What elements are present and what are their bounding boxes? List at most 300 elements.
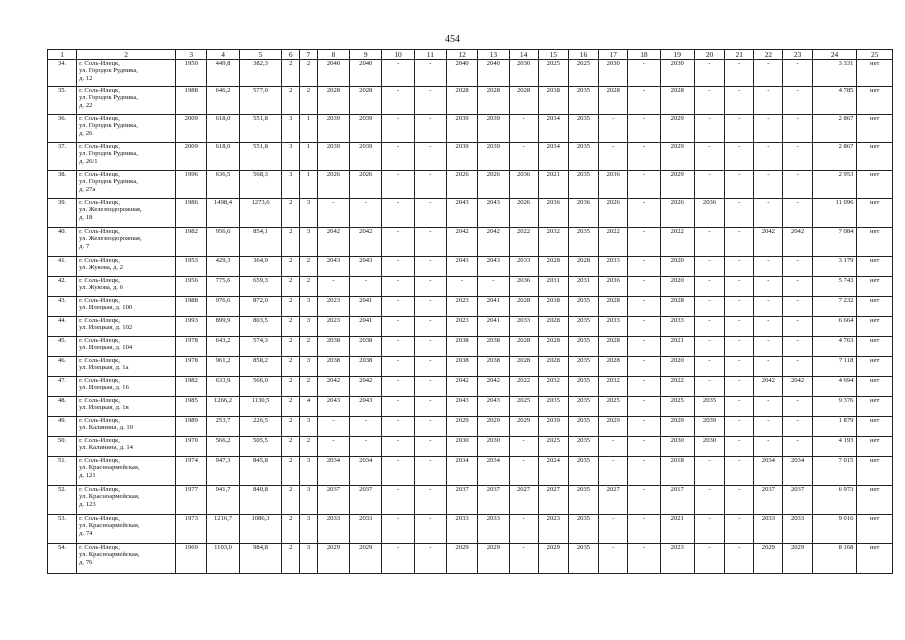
data-cell: 2026	[509, 199, 538, 228]
data-cell: 2	[300, 377, 318, 397]
address-cell	[77, 357, 176, 377]
data-cell: -	[725, 515, 754, 544]
data-cell: 636,5	[207, 171, 239, 199]
data-cell: 3	[300, 297, 318, 317]
data-cell: 2029	[660, 417, 694, 437]
cost-cell: 7 118	[812, 357, 857, 377]
column-header: 8	[317, 50, 349, 60]
data-cell: -	[725, 486, 754, 515]
cost-cell: 4 785	[812, 87, 857, 115]
data-cell: 2037	[447, 486, 478, 515]
data-cell: 2035	[568, 115, 598, 143]
column-header: 4	[207, 50, 239, 60]
data-cell: -	[628, 377, 660, 397]
data-cell: 2043	[317, 257, 349, 277]
data-cell: 2029	[509, 417, 538, 437]
row-number-cell: 54.	[48, 544, 77, 574]
data-cell: -	[694, 60, 724, 87]
data-cell: -	[317, 277, 349, 297]
data-cell: 568,3	[239, 171, 282, 199]
data-cell: 551,8	[239, 115, 282, 143]
data-cell: 2042	[447, 228, 478, 257]
data-cell: 1970	[176, 437, 207, 457]
data-cell: -	[725, 199, 754, 228]
data-cell: 643,2	[207, 337, 239, 357]
data-cell: -	[382, 317, 414, 337]
data-cell: 2024	[538, 457, 568, 486]
data-cell: -	[599, 544, 628, 574]
table-row	[48, 199, 893, 228]
address-line: ул. Городок Рудника,	[79, 67, 138, 75]
data-cell: -	[725, 257, 754, 277]
data-cell: 2038	[538, 297, 568, 317]
data-cell: -	[783, 115, 812, 143]
data-cell: 2035	[568, 544, 598, 574]
data-cell: 2033	[509, 257, 538, 277]
data-cell: -	[694, 228, 724, 257]
cost-cell: 6 973	[812, 486, 857, 515]
address-line: г. Соль-Илецк,	[79, 486, 120, 493]
table-row	[48, 437, 893, 457]
data-cell: -	[414, 87, 446, 115]
data-cell: 854,1	[239, 228, 282, 257]
data-cell: 2043	[447, 257, 478, 277]
data-cell: 947,3	[207, 457, 239, 486]
address-line: г. Соль-Илецк,	[79, 257, 120, 264]
data-cell: 2037	[478, 486, 509, 515]
address-line: г. Соль-Илецк,	[79, 317, 120, 324]
data-cell: 577,0	[239, 87, 282, 115]
data-cell: -	[509, 143, 538, 171]
row-number-cell: 49.	[48, 417, 77, 437]
address-cell	[77, 397, 176, 417]
data-cell: 2042	[478, 377, 509, 397]
data-cell: 2042	[317, 377, 349, 397]
data-cell: -	[414, 357, 446, 377]
data-cell: -	[754, 337, 783, 357]
data-cell: 1	[300, 115, 318, 143]
data-cell: 2	[282, 199, 300, 228]
data-cell: 1978	[176, 357, 207, 377]
data-cell: -	[382, 199, 414, 228]
data-cell: -	[783, 437, 812, 457]
data-cell: 2028	[350, 87, 382, 115]
data-cell: 2043	[478, 397, 509, 417]
data-cell: 2034	[538, 143, 568, 171]
table-row	[48, 417, 893, 437]
column-header: 23	[783, 50, 812, 60]
table-row	[48, 337, 893, 357]
data-cell: 2042	[478, 228, 509, 257]
table-row	[48, 115, 893, 143]
data-cell: -	[725, 397, 754, 417]
data-cell: 429,3	[207, 257, 239, 277]
address-line: д. 26/1	[79, 157, 98, 165]
data-cell: -	[382, 417, 414, 437]
cost-cell: 7 084	[812, 228, 857, 257]
address-line: ул. Железнодорожная,	[79, 206, 142, 214]
data-cell: -	[382, 60, 414, 87]
status-cell: нет	[857, 357, 893, 377]
data-cell: 2	[282, 417, 300, 437]
data-cell: 2	[282, 277, 300, 297]
page-number: 454	[445, 34, 460, 45]
data-cell: -	[783, 143, 812, 171]
data-cell: 2020	[660, 257, 694, 277]
address-line: г. Соль-Илецк,	[79, 199, 120, 206]
data-cell: 2033	[754, 515, 783, 544]
data-cell: 3	[282, 171, 300, 199]
address-line: ул. Красноармейская,	[79, 551, 140, 559]
table-row	[48, 143, 893, 171]
data-cell: 2018	[660, 457, 694, 486]
data-cell: -	[725, 297, 754, 317]
data-cell: -	[694, 277, 724, 297]
status-cell: нет	[857, 486, 893, 515]
address-cell	[77, 515, 176, 544]
data-cell: -	[509, 437, 538, 457]
data-cell: 2030	[447, 437, 478, 457]
data-cell: -	[783, 357, 812, 377]
data-cell: 2	[300, 257, 318, 277]
data-cell: 2023	[317, 317, 349, 337]
data-cell: 2022	[660, 228, 694, 257]
data-cell: -	[628, 437, 660, 457]
address-line: ул. Калинина, д. 10	[79, 424, 133, 432]
data-cell: -	[478, 277, 509, 297]
data-cell: 1982	[176, 377, 207, 397]
data-cell: -	[414, 143, 446, 171]
data-cell: 2	[300, 437, 318, 457]
data-cell: 2039	[350, 115, 382, 143]
data-cell: 226,5	[239, 417, 282, 437]
data-cell: 2034	[538, 115, 568, 143]
status-cell: нет	[857, 115, 893, 143]
column-header: 6	[282, 50, 300, 60]
data-cell: -	[414, 115, 446, 143]
table-row	[48, 60, 893, 87]
data-cell: -	[382, 257, 414, 277]
data-cell: 2028	[660, 87, 694, 115]
address-line: г. Соль-Илецк,	[79, 397, 120, 404]
data-cell: 2023	[660, 544, 694, 574]
data-cell: -	[350, 277, 382, 297]
address-line: ул. Илецкая, д. 1а	[79, 364, 129, 372]
data-cell: -	[599, 457, 628, 486]
status-cell: нет	[857, 143, 893, 171]
row-number-cell: 37.	[48, 143, 77, 171]
data-cell: -	[414, 515, 446, 544]
data-cell: 2	[282, 228, 300, 257]
data-cell: 566,2	[207, 437, 239, 457]
status-cell: нет	[857, 277, 893, 297]
data-cell: 2025	[509, 397, 538, 417]
data-cell: 2028	[599, 357, 628, 377]
data-cell: 3	[300, 357, 318, 377]
address-cell	[77, 228, 176, 257]
data-cell: -	[414, 544, 446, 574]
data-cell: 2	[282, 257, 300, 277]
data-cell: -	[628, 257, 660, 277]
data-cell: 2038	[447, 337, 478, 357]
address-line: г. Соль-Илецк,	[79, 115, 120, 122]
address-line: г. Соль-Илецк,	[79, 60, 120, 67]
data-cell: 2040	[478, 60, 509, 87]
address-line: д. 76	[79, 558, 93, 566]
address-line: ул. Илецкая, д. 1в	[79, 404, 129, 412]
data-cell: 2009	[176, 115, 207, 143]
data-cell: -	[694, 115, 724, 143]
data-cell: -	[414, 337, 446, 357]
data-cell: 2042	[783, 228, 812, 257]
status-cell: нет	[857, 377, 893, 397]
data-cell: -	[382, 357, 414, 377]
data-cell: 1978	[176, 337, 207, 357]
data-cell: 1969	[176, 544, 207, 574]
data-cell: -	[628, 171, 660, 199]
data-cell: -	[783, 417, 812, 437]
data-cell: -	[317, 437, 349, 457]
status-cell: нет	[857, 437, 893, 457]
data-cell: 2	[300, 277, 318, 297]
data-cell: 3	[300, 317, 318, 337]
data-cell: 2022	[509, 377, 538, 397]
data-cell: 2042	[350, 377, 382, 397]
data-cell: 845,8	[239, 457, 282, 486]
data-cell: 2029	[317, 544, 349, 574]
data-cell: 3	[300, 544, 318, 574]
table-row	[48, 544, 893, 574]
data-cell: -	[754, 171, 783, 199]
cost-cell: 1 879	[812, 417, 857, 437]
data-cell: 2034	[317, 457, 349, 486]
address-line: ул. Красноармейская,	[79, 493, 140, 501]
address-line: ул. Городок Рудника,	[79, 122, 138, 130]
column-header: 22	[754, 50, 783, 60]
data-cell: 2	[300, 60, 318, 87]
row-number-cell: 42.	[48, 277, 77, 297]
data-cell: 1	[300, 171, 318, 199]
data-cell: 2028	[538, 337, 568, 357]
data-cell: 1956	[176, 277, 207, 297]
data-cell: -	[694, 257, 724, 277]
data-cell: -	[628, 457, 660, 486]
address-line: д. 22	[79, 101, 93, 109]
data-cell: -	[317, 417, 349, 437]
data-cell: 2036	[509, 171, 538, 199]
column-header: 19	[660, 50, 694, 60]
data-cell: 3	[300, 417, 318, 437]
data-cell: -	[694, 544, 724, 574]
data-cell: 3	[282, 115, 300, 143]
data-cell: 2023	[447, 317, 478, 337]
data-cell: -	[599, 515, 628, 544]
address-line: г. Соль-Илецк,	[79, 357, 120, 364]
data-cell: 2035	[568, 357, 598, 377]
status-cell: нет	[857, 60, 893, 87]
data-cell: 2030	[660, 60, 694, 87]
data-cell: -	[694, 87, 724, 115]
data-cell: 2025	[599, 397, 628, 417]
data-cell: 2028	[568, 257, 598, 277]
data-cell: 941,7	[207, 486, 239, 515]
cost-cell: 4 694	[812, 377, 857, 397]
data-cell: 2	[282, 87, 300, 115]
data-cell: 566,0	[239, 377, 282, 397]
data-cell: 1996	[176, 171, 207, 199]
data-cell: -	[599, 437, 628, 457]
data-cell: 2039	[447, 115, 478, 143]
data-cell: 2043	[478, 199, 509, 228]
status-cell: нет	[857, 297, 893, 317]
data-cell: 2035	[568, 457, 598, 486]
data-cell: 2039	[478, 143, 509, 171]
data-cell: 2033	[317, 515, 349, 544]
data-cell: 2	[282, 297, 300, 317]
address-line: ул. Илецкая, д. 100	[79, 304, 133, 312]
address-cell	[77, 171, 176, 199]
data-cell: 2040	[317, 60, 349, 87]
status-cell: нет	[857, 457, 893, 486]
table-row	[48, 171, 893, 199]
data-cell: 1	[300, 143, 318, 171]
table-row	[48, 486, 893, 515]
column-header: 17	[599, 50, 628, 60]
data-cell: -	[754, 397, 783, 417]
data-cell: -	[754, 199, 783, 228]
data-cell: 2025	[538, 437, 568, 457]
data-cell: -	[783, 60, 812, 87]
data-cell: 2028	[599, 337, 628, 357]
address-cell	[77, 60, 176, 87]
data-cell: 2034	[350, 457, 382, 486]
data-cell: 2039	[317, 143, 349, 171]
address-cell	[77, 377, 176, 397]
data-cell: -	[414, 277, 446, 297]
data-cell: 2043	[447, 199, 478, 228]
cost-cell: 2 953	[812, 171, 857, 199]
data-cell: -	[754, 297, 783, 317]
data-cell: -	[754, 143, 783, 171]
data-cell: 4	[300, 397, 318, 417]
data-cell: 2025	[568, 60, 598, 87]
data-cell: 3	[300, 228, 318, 257]
data-cell: 3	[300, 457, 318, 486]
data-cell: -	[414, 297, 446, 317]
data-cell: 646,2	[207, 87, 239, 115]
data-cell: 2	[282, 337, 300, 357]
data-cell: 1130,5	[239, 397, 282, 417]
data-cell: 956,6	[207, 228, 239, 257]
address-line: г. Соль-Илецк,	[79, 515, 120, 522]
data-cell: 2033	[599, 317, 628, 337]
address-line: ул. Красноармейская,	[79, 464, 140, 472]
data-cell: 2033	[447, 515, 478, 544]
data-cell: 2035	[568, 171, 598, 199]
data-cell: 1273,6	[239, 199, 282, 228]
data-cell: -	[694, 297, 724, 317]
data-cell: 2022	[509, 228, 538, 257]
data-cell: 2028	[509, 297, 538, 317]
data-cell: 2039	[478, 115, 509, 143]
address-line: д. 121	[79, 471, 96, 479]
data-cell: 2038	[447, 357, 478, 377]
data-cell: 2028	[538, 357, 568, 377]
data-cell: -	[694, 143, 724, 171]
data-cell: 2036	[599, 171, 628, 199]
data-cell: -	[414, 397, 446, 417]
row-number-cell: 35.	[48, 87, 77, 115]
data-cell: 2036	[538, 199, 568, 228]
address-line: ул. Илецкая, д. 16	[79, 384, 129, 392]
data-cell: 2029	[754, 544, 783, 574]
data-cell: 2033	[478, 515, 509, 544]
data-cell: 382,3	[239, 60, 282, 87]
address-line: д. 27а	[79, 185, 96, 193]
table-row	[48, 377, 893, 397]
column-header: 2	[77, 50, 176, 60]
data-cell: -	[725, 87, 754, 115]
data-cell: 2021	[660, 337, 694, 357]
data-cell: 2022	[599, 228, 628, 257]
data-cell: -	[382, 115, 414, 143]
data-cell: -	[783, 397, 812, 417]
data-cell: 1950	[176, 60, 207, 87]
data-cell: 2035	[568, 297, 598, 317]
data-cell: 2040	[350, 60, 382, 87]
status-cell: нет	[857, 515, 893, 544]
data-cell: 2027	[599, 486, 628, 515]
address-line: ул. Железнодорожная,	[79, 235, 142, 243]
data-cell: -	[725, 417, 754, 437]
data-cell: -	[350, 417, 382, 437]
address-line: г. Соль-Илецк,	[79, 417, 120, 424]
address-line: д. 123	[79, 500, 96, 508]
cost-cell: 2 867	[812, 115, 857, 143]
data-cell: -	[382, 337, 414, 357]
column-header: 18	[628, 50, 660, 60]
data-cell: 1982	[176, 228, 207, 257]
row-number-cell: 46.	[48, 357, 77, 377]
table-row	[48, 397, 893, 417]
address-cell	[77, 297, 176, 317]
row-number-cell: 38.	[48, 171, 77, 199]
data-cell: 2	[282, 437, 300, 457]
data-cell: -	[509, 515, 538, 544]
data-cell: -	[783, 171, 812, 199]
cost-cell: 7 232	[812, 297, 857, 317]
data-cell: 2038	[478, 337, 509, 357]
data-cell: 2009	[176, 143, 207, 171]
data-cell: -	[725, 377, 754, 397]
data-cell: 2032	[538, 377, 568, 397]
data-cell: -	[628, 515, 660, 544]
column-header: 3	[176, 50, 207, 60]
address-line: д. 74	[79, 529, 93, 537]
data-cell: 1988	[176, 87, 207, 115]
data-cell: 2039	[538, 417, 568, 437]
address-cell	[77, 143, 176, 171]
data-cell: 2028	[538, 257, 568, 277]
data-cell: 2035	[568, 397, 598, 417]
address-line: г. Соль-Илецк,	[79, 228, 120, 235]
data-cell: -	[725, 544, 754, 574]
row-number-cell: 53.	[48, 515, 77, 544]
data-cell: -	[725, 115, 754, 143]
data-cell: 2023	[447, 297, 478, 317]
data-cell: 1977	[176, 486, 207, 515]
data-cell: -	[783, 257, 812, 277]
